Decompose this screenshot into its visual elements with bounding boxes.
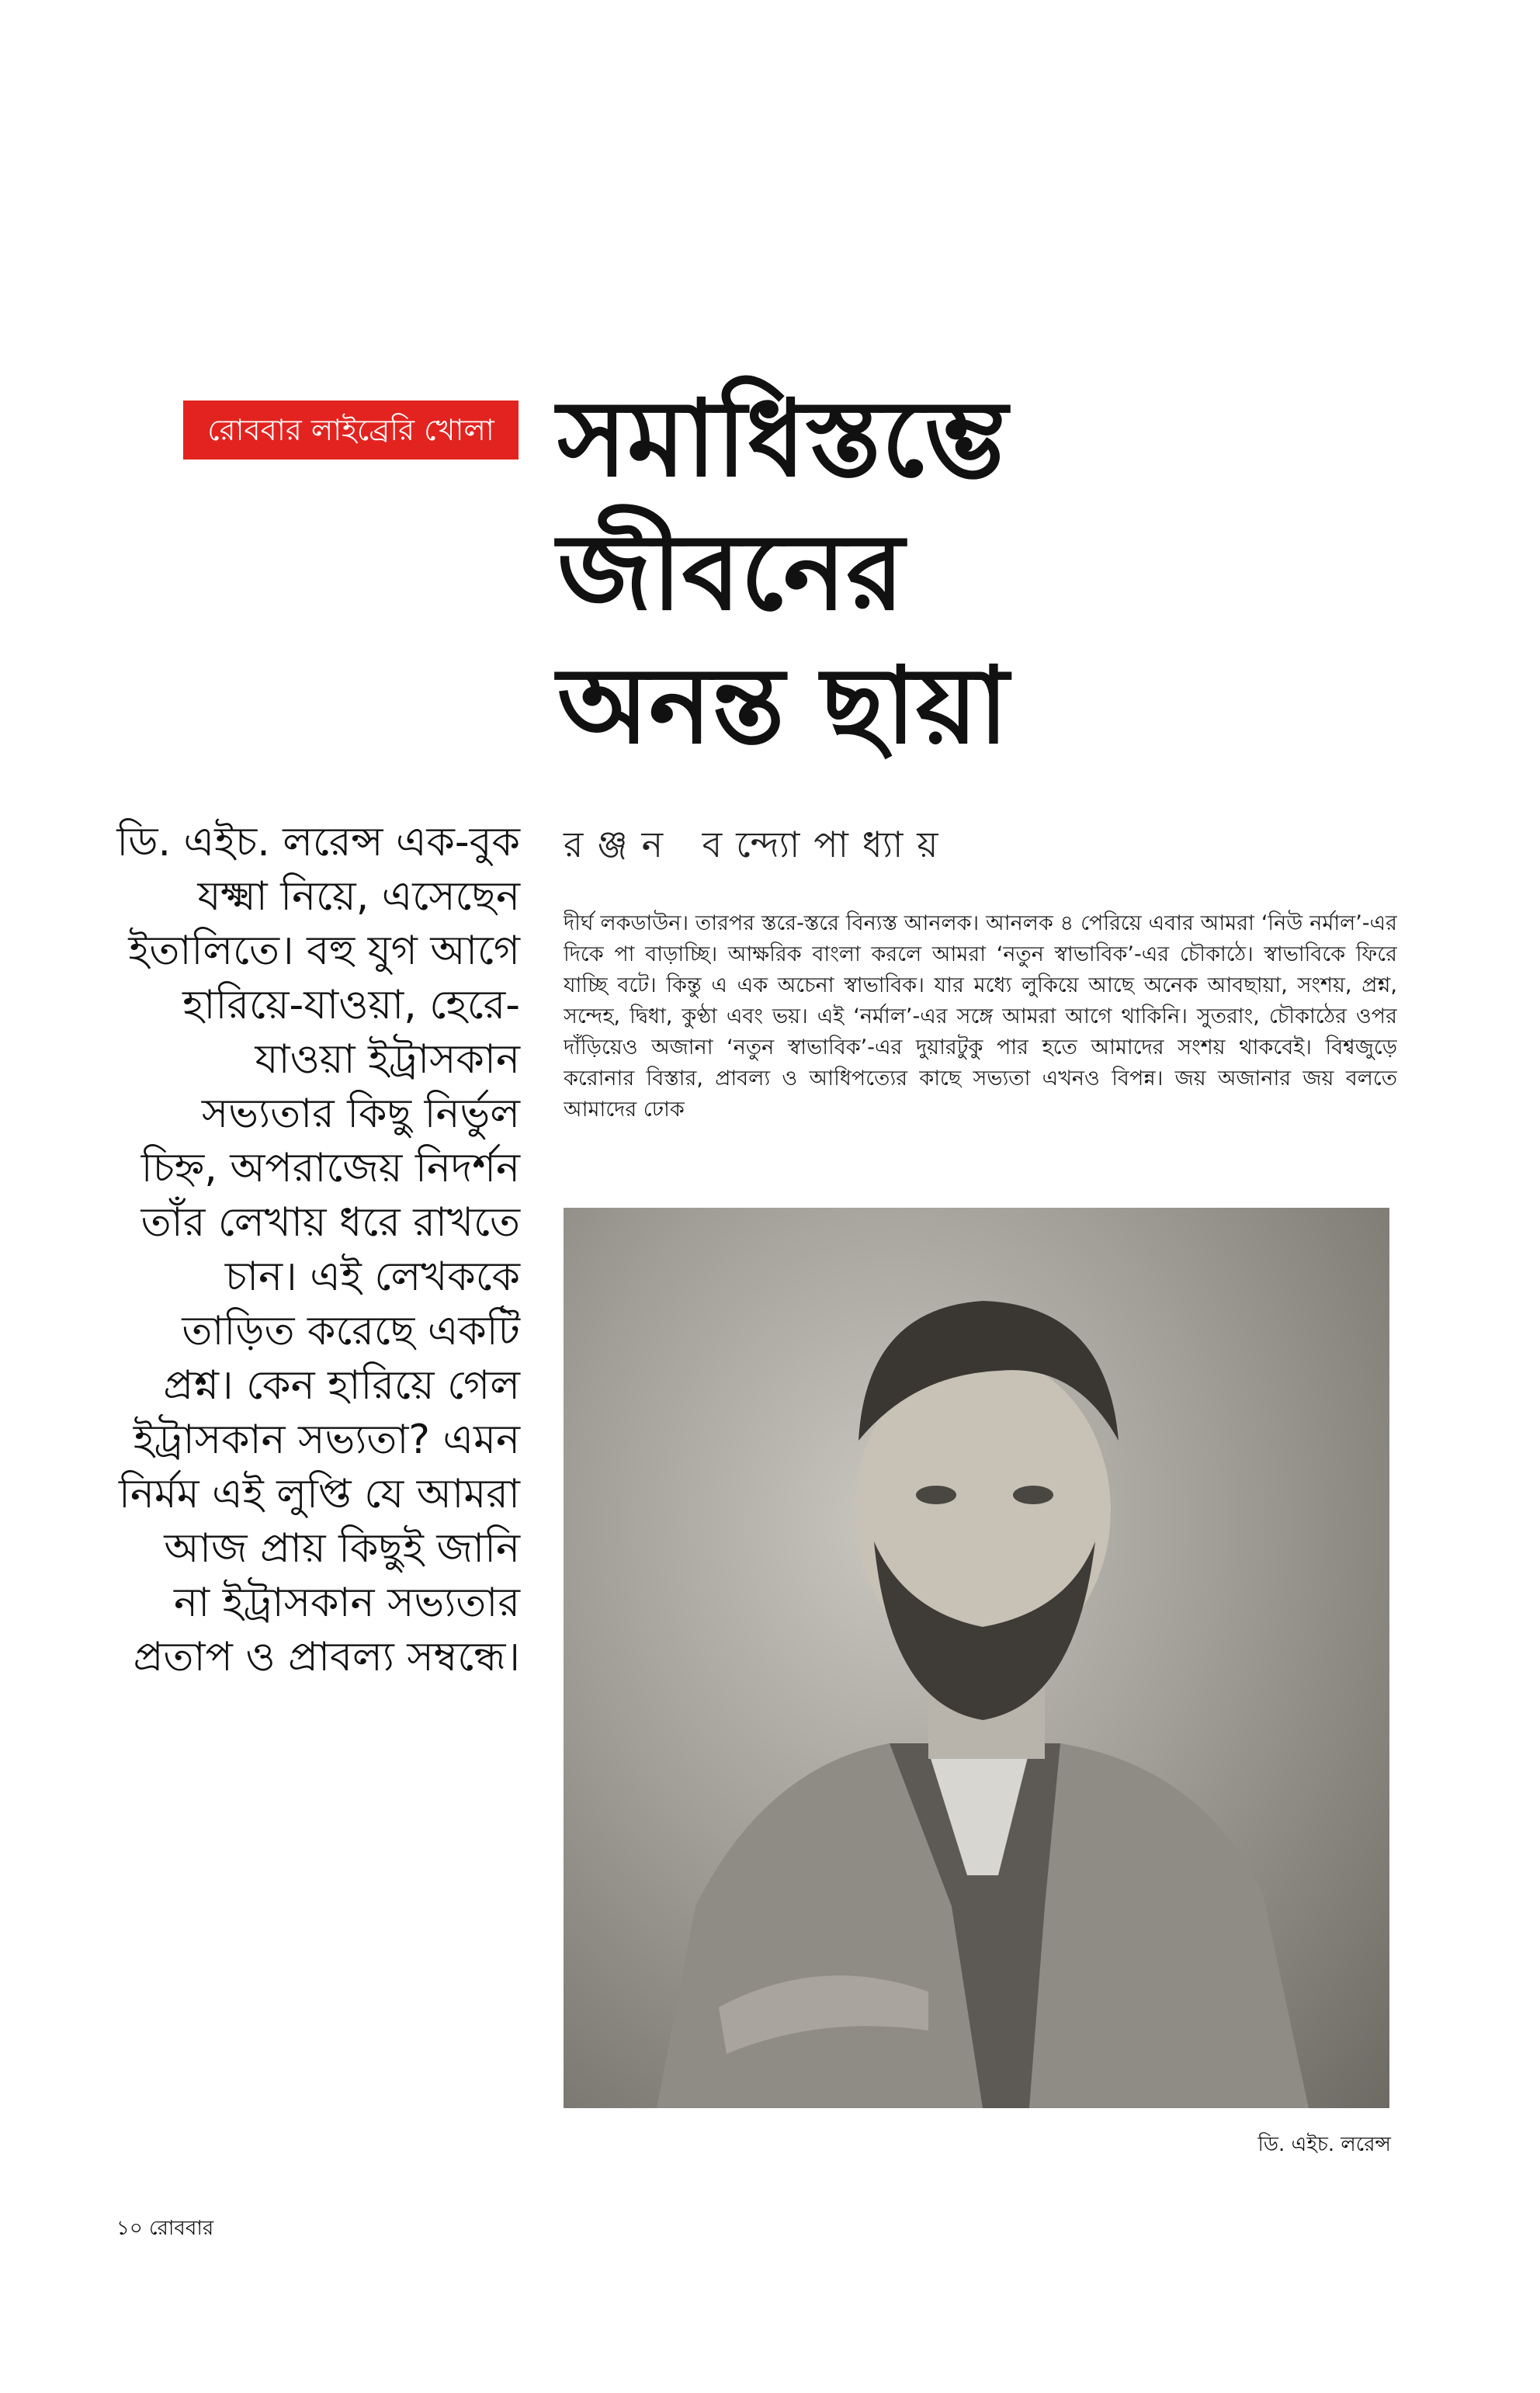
title-line-3: অনন্ত ছায়া	[557, 645, 1009, 768]
author-byline: রঞ্জন বন্দ্যোপাধ্যায়	[564, 824, 952, 865]
article-title	[557, 373, 1427, 773]
portrait-illustration	[564, 1208, 1389, 2108]
intro-paragraph: দীর্ঘ লকডাউন। তারপর স্তরে-স্তরে বিন্যস্ত আনলক। আনলক ৪ পেরিয়ে এবার আমরা ‘নিউ নর্মাল’-এর দিকে পা বাড়াচ্ছি। আক্ষরিক বাংলা করলে আমরা ‘নতুন স্বাভাবিক’-এর চৌকাঠে। স্বাভাবিকে ফিরে যাচ্ছি বটে। কিন্তু এ এক অচেনা স্বাভাবিক। যার মধ্যে লুকিয়ে আছে অনেক আবছায়া, সংশয়, প্রশ্ন, সন্দেহ, দ্বিধা, কুণ্ঠা এবং ভয়। এই ‘নর্মাল’-এর সঙ্গে আমরা আগে থাকিনি। সুতরাং, চৌকাঠের ওপর দাঁড়িয়েও অজানা ‘নতুন স্বাভাবিক’-এর দুয়ারটুকু পার হতে আমাদের সংশয় থাকবেই। বিশ্বজুড়ে করোনার বিস্তার, প্রাবল্য ও আধিপত্যের কাছে সভ্যতা এখনও বিপন্ন। জয় অজানার জয় বলতে আমাদের ঢোক	[564, 911, 1397, 1122]
photo-caption: ডি. এইচ. লরেন্স	[1257, 2133, 1391, 2156]
author-photo	[564, 1208, 1389, 2108]
pull-quote: ডি. এইচ. লরেন্স এক-বুক যক্ষ্মা নিয়ে, এসেছেন ইতালিতে। বহু যুগ আগে হারিয়ে-যাওয়া, হেরে-যাওয়া ইট্রাসকান সভ্যতার কিছু নির্ভুল চিহ্ন, অপরাজেয় নিদর্শন তাঁর লেখায় ধরে রাখতে চান। এই লেখককে তাড়িত করেছে একটি প্রশ্ন। কেন হারিয়ে গেল ইট্রাসকান সভ্যতা? এমন নির্মম এই লুপ্তি যে আমরা আজ প্রায় কিছুই জানি না ইট্রাসকান সভ্যতার প্রতাপ ও প্রাবল্য সম্বন্ধে।	[116, 819, 520, 1680]
title-line-1: সমাধিস্তম্ভে	[557, 378, 1008, 501]
title-line-2: জীবনের	[557, 512, 904, 634]
section-tag: রোববার লাইব্রেরি খোলা	[183, 401, 519, 460]
page-folio: ১০ রোববার	[116, 2217, 214, 2240]
